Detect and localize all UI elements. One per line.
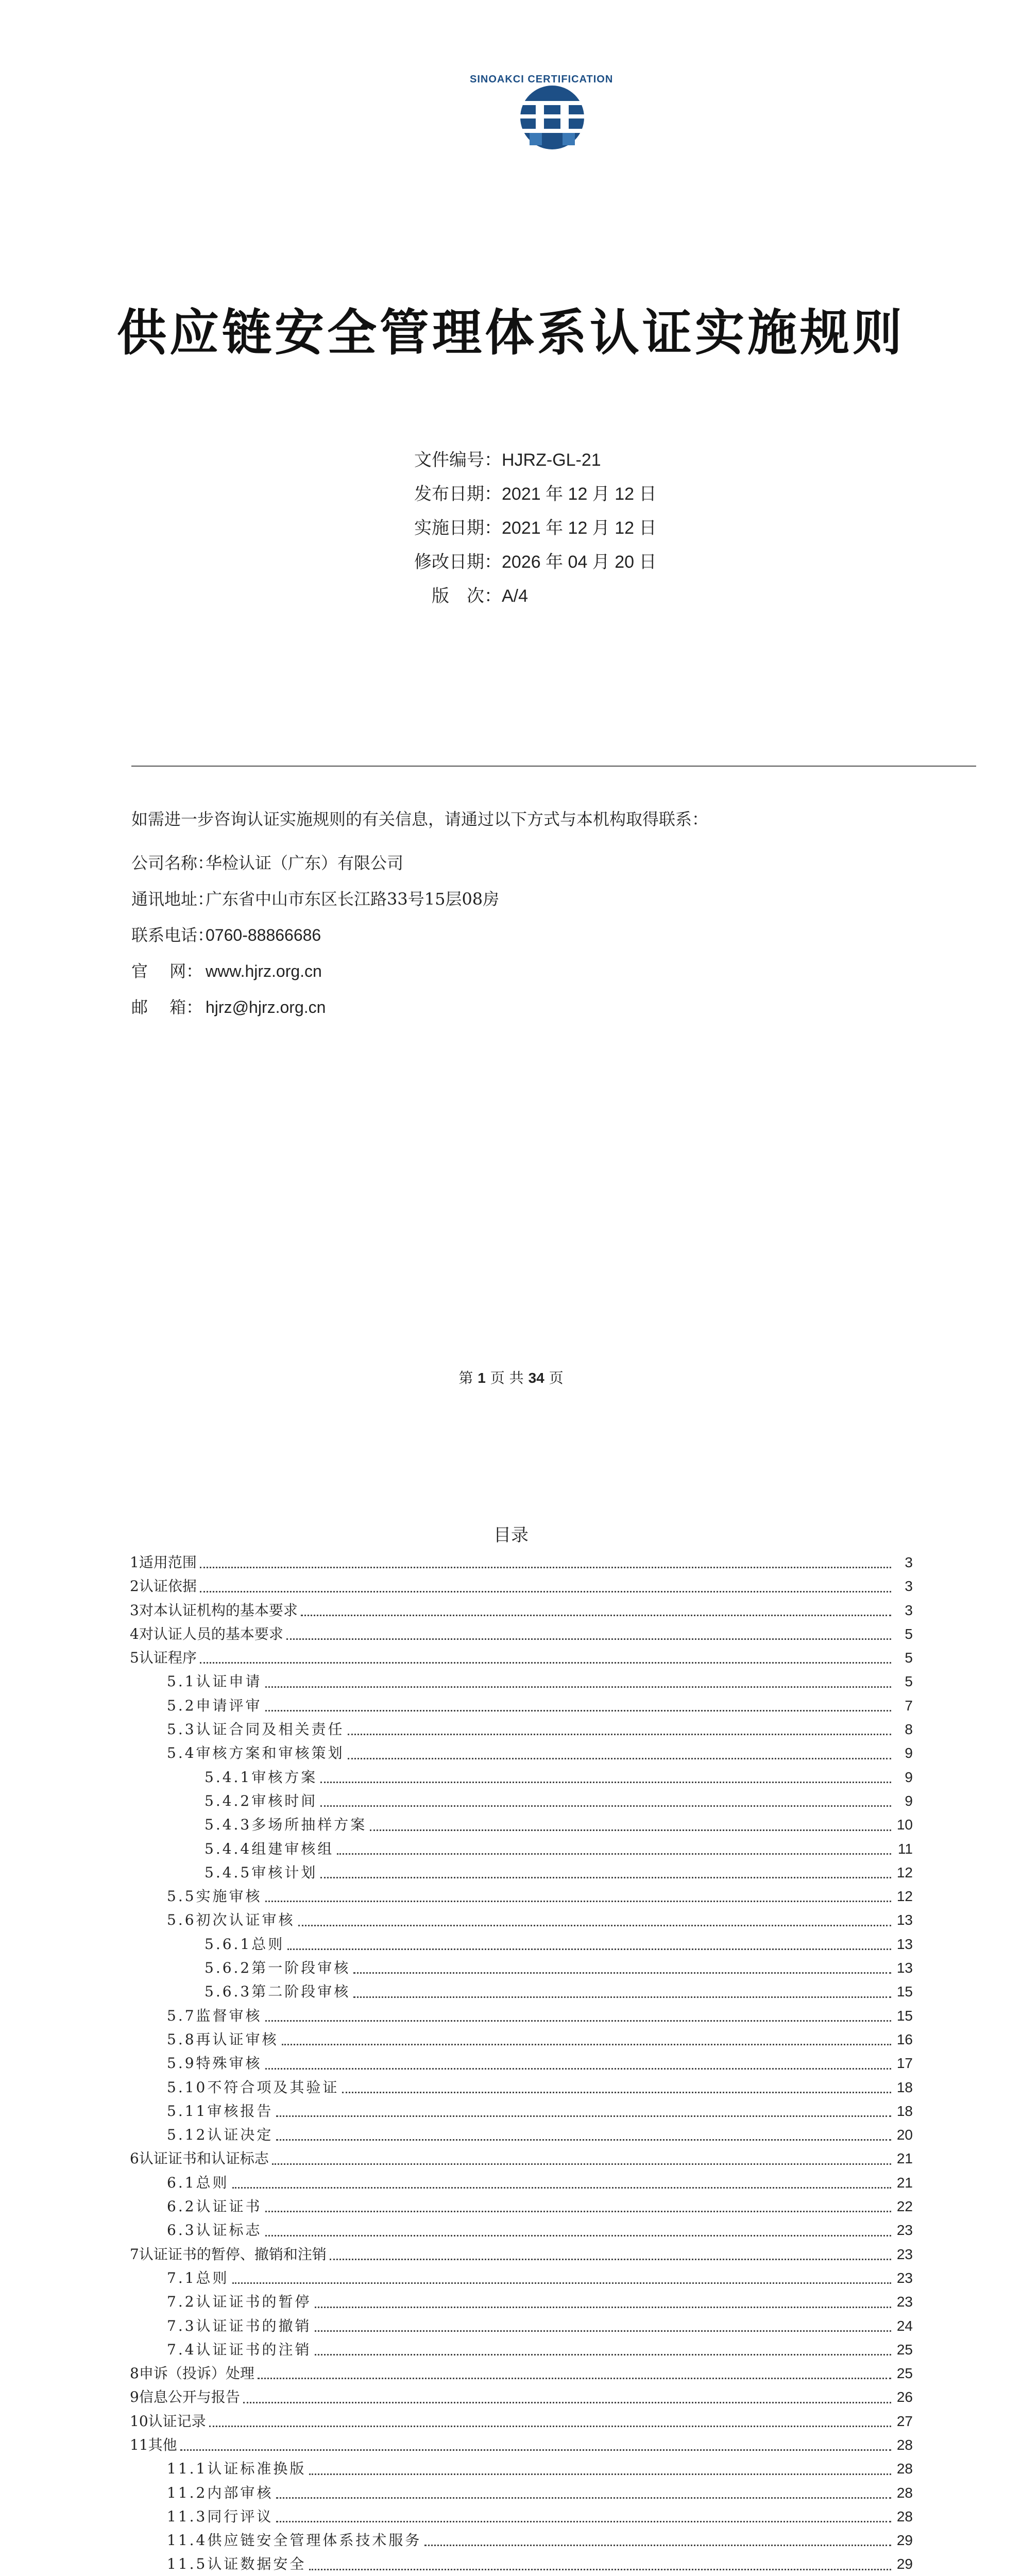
toc-entry-page: 10 (896, 1817, 913, 1833)
toc-entry-page: 23 (896, 2246, 913, 2262)
toc-entry[interactable] (130, 2385, 913, 2409)
toc-entry[interactable] (130, 1908, 913, 1932)
toc-entry[interactable] (130, 1766, 913, 1789)
toc-entry[interactable] (130, 2362, 913, 2385)
toc-leader-dots (229, 2266, 893, 2290)
toc-entry-text: 5.4.2审核时间 (205, 1792, 318, 1809)
contact-phone (131, 917, 499, 953)
meta-row-version (402, 579, 814, 613)
toc-entry-page: 3 (905, 1554, 913, 1570)
toc-entry[interactable] (130, 2410, 913, 2433)
toc-entry-text: 7.3认证证书的撤销 (167, 2317, 312, 2334)
toc-leader-dots (283, 1622, 893, 1646)
toc-entry-page: 5 (905, 1625, 913, 1642)
contact-address (131, 881, 499, 917)
meta-label: 版 次： (432, 586, 502, 606)
contact-value: 广东省中山市东区长江路33号15层08房 (206, 889, 500, 909)
toc-title: 目录 (493, 1525, 529, 1546)
toc-entry-page: 28 (896, 2484, 913, 2501)
toc-entry-text: 5.4.1审核方案 (205, 1768, 318, 1786)
toc-leader-dots (262, 2218, 893, 2242)
toc-entry-text: 7.1总则 (167, 2269, 229, 2286)
toc-entry-text: 11.4供应链安全管理体系技术服务 (167, 2532, 422, 2549)
page-number-current: 1 (478, 1370, 486, 1386)
toc-entry[interactable] (130, 1694, 913, 1718)
toc-entry-page: 26 (896, 2389, 913, 2405)
toc-entry[interactable] (130, 1574, 913, 1598)
toc-entry-text: 9信息公开与报告 (130, 2388, 240, 2406)
toc-leader-dots (262, 1694, 893, 1718)
toc-entry-text: 11其他 (130, 2436, 177, 2453)
toc-leader-dots (197, 1646, 893, 1670)
toc-leader-dots (269, 2147, 893, 2171)
meta-value: 2021 年 12 月 12 日 (502, 484, 657, 504)
toc-leader-dots (279, 2028, 893, 2052)
toc-leader-dots (284, 1933, 893, 1956)
meta-row-publish-date (402, 477, 814, 511)
toc-entry-text: 5.6初次认证审核 (167, 1911, 295, 1929)
toc-leader-dots (367, 1813, 893, 1837)
toc-leader-dots (262, 1885, 893, 1908)
toc-entry-text: 5.4审核方案和审核策划 (167, 1744, 345, 1762)
toc-leader-dots (312, 2314, 893, 2338)
toc-entry[interactable] (130, 2028, 913, 2052)
toc-entry[interactable] (130, 1646, 913, 1670)
toc-page (0, 1446, 1022, 2576)
toc-entry[interactable] (130, 2052, 913, 2075)
contact-email-link[interactable]: hjrz@hjrz.org.cn (206, 998, 326, 1016)
toc-entry[interactable] (130, 2314, 913, 2338)
page-number-middle: 页 共 (485, 1369, 529, 1386)
toc-leader-dots (262, 1670, 893, 1693)
toc-entry-page: 9 (905, 1792, 913, 1809)
toc-entry-page: 28 (896, 2508, 913, 2524)
toc-leader-dots (317, 1766, 893, 1789)
toc-leader-dots (345, 1741, 893, 1765)
meta-label: 文件编号： (414, 450, 502, 470)
contact-value: 华检认证（广东）有限公司 (206, 853, 404, 873)
toc-entry[interactable] (130, 2147, 913, 2171)
toc-entry[interactable] (130, 2457, 913, 2481)
toc-leader-dots (273, 2099, 893, 2123)
toc-entry-page: 15 (896, 1984, 913, 2000)
toc-leader-dots (197, 1574, 893, 1598)
toc-entry-text: 5.4.5审核计划 (205, 1863, 318, 1881)
toc-leader-dots (229, 2171, 893, 2195)
meta-label: 实施日期： (414, 518, 502, 538)
toc-leader-dots (298, 1599, 893, 1622)
toc-leader-dots (262, 2052, 893, 2075)
toc-entry-text: 11.3同行评议 (167, 2507, 274, 2525)
toc-entry-page: 13 (896, 1936, 913, 1952)
toc-entry[interactable] (130, 1956, 913, 1980)
toc-entry-page: 29 (896, 2532, 913, 2549)
toc-leader-dots (206, 2410, 893, 2433)
toc-entry[interactable] (130, 2290, 913, 2314)
divider (131, 766, 976, 767)
toc-entry-text: 7.2认证证书的暂停 (167, 2293, 312, 2311)
toc-entry[interactable] (130, 2195, 913, 2218)
toc-leader-dots (345, 1718, 893, 1741)
toc-entry-page: 20 (896, 2127, 913, 2143)
contact-label: 邮 箱： (131, 997, 203, 1017)
toc-entry-page: 11 (897, 1840, 913, 1857)
toc-entry[interactable] (130, 2529, 913, 2552)
toc-entry-page: 18 (896, 2103, 913, 2119)
toc-leader-dots (273, 2505, 893, 2529)
toc-entry-page: 7 (905, 1697, 913, 1714)
toc-leader-dots (254, 2362, 893, 2385)
toc-entry-text: 8申诉（投诉）处理 (130, 2365, 254, 2382)
toc-entry-text: 5.12认证决定 (167, 2126, 274, 2144)
contact-intro: 如需进一步咨询认证实施规则的有关信息，请通过以下方式与本机构取得联系： (131, 809, 709, 829)
toc-entry-text: 11.1认证标准换版 (167, 2460, 306, 2478)
contact-label: 公司名称： (131, 853, 214, 873)
contact-email (131, 989, 499, 1025)
toc-entry-text: 5.7监督审核 (167, 2007, 262, 2024)
contact-company (131, 845, 499, 881)
meta-row-doc-number (402, 443, 814, 477)
toc-entry-page: 28 (896, 2461, 913, 2477)
toc-entry-text: 5.9特殊审核 (167, 2055, 262, 2072)
toc-entry-text: 10认证记录 (130, 2412, 206, 2430)
toc-entry-page: 16 (896, 2031, 913, 2047)
toc-entry[interactable] (130, 2433, 913, 2457)
toc-entry[interactable] (130, 1980, 913, 2004)
toc-leader-dots (350, 1956, 893, 1980)
toc-leader-dots (262, 2195, 893, 2218)
toc-entry[interactable] (130, 2004, 913, 2028)
toc-entry[interactable] (130, 1622, 913, 1646)
toc-entry[interactable] (130, 1718, 913, 1741)
meta-value: A/4 (502, 586, 529, 606)
contact-info (131, 845, 499, 1025)
toc-entry-page: 17 (896, 2055, 913, 2072)
toc-leader-dots (306, 2552, 893, 2576)
toc-leader-dots (339, 2076, 893, 2099)
toc-entry-page: 3 (905, 1578, 913, 1595)
toc-entry-page: 27 (896, 2413, 913, 2429)
toc-entry-text: 6.1总则 (167, 2174, 229, 2191)
toc-entry-page: 8 (905, 1721, 913, 1738)
toc-entry[interactable] (130, 1837, 913, 1861)
toc-leader-dots (334, 1837, 893, 1861)
toc-entry[interactable] (130, 1813, 913, 1837)
toc-entry-page: 23 (896, 2294, 913, 2310)
toc-entry-page: 18 (896, 2079, 913, 2095)
contact-label: 通讯地址： (131, 889, 214, 909)
contact-label: 官 网： (131, 961, 203, 981)
toc-entry-text: 5.10不符合项及其验证 (167, 2078, 339, 2096)
table-of-contents (130, 1551, 913, 2576)
toc-entry-text: 5.4.4组建审核组 (205, 1840, 334, 1857)
toc-entry-text: 6认证证书和认证标志 (130, 2150, 269, 2167)
toc-entry[interactable] (130, 1861, 913, 1885)
toc-entry-text: 6.2认证证书 (167, 2198, 262, 2215)
toc-entry[interactable] (130, 1933, 913, 1956)
meta-row-revision-date (402, 545, 814, 579)
toc-entry-text: 5.6.1总则 (205, 1935, 285, 1953)
toc-entry-text: 5.3认证合同及相关责任 (167, 1721, 345, 1738)
toc-entry-page: 3 (905, 1602, 913, 1618)
toc-entry-text: 4对认证人员的基本要求 (130, 1625, 283, 1642)
toc-entry[interactable] (130, 1670, 913, 1693)
meta-label: 修改日期： (414, 552, 502, 572)
toc-entry-text: 7认证证书的暂停、撤销和注销 (130, 2245, 327, 2263)
toc-leader-dots (273, 2123, 893, 2147)
toc-entry-text: 5.11审核报告 (167, 2102, 274, 2120)
toc-entry-text: 5认证程序 (130, 1649, 197, 1667)
toc-entry-text: 1适用范围 (130, 1554, 197, 1571)
toc-entry[interactable] (130, 2266, 913, 2290)
meta-label: 发布日期： (414, 484, 502, 504)
toc-entry-page: 25 (896, 2365, 913, 2382)
toc-leader-dots (317, 1861, 893, 1885)
toc-entry-text: 7.4认证证书的注销 (167, 2341, 312, 2358)
toc-entry-page: 5 (905, 1650, 913, 1666)
toc-entry-text: 11.5认证数据安全 (167, 2555, 306, 2573)
toc-entry-text: 5.6.3第二阶段审核 (205, 1983, 351, 2001)
toc-leader-dots (177, 2433, 893, 2457)
toc-entry-page: 13 (896, 1960, 913, 1976)
toc-entry[interactable] (130, 2505, 913, 2529)
toc-entry-text: 5.8再认证审核 (167, 2030, 279, 2048)
toc-entry[interactable] (130, 1741, 913, 1765)
page-number (0, 1367, 1022, 1387)
toc-entry-text: 5.5实施审核 (167, 1888, 262, 1905)
toc-entry-text: 3对本认证机构的基本要求 (130, 1601, 298, 1619)
toc-leader-dots (312, 2338, 893, 2362)
toc-entry-page: 13 (896, 1912, 913, 1928)
toc-entry[interactable] (130, 2481, 913, 2505)
toc-entry-text: 5.2申请评审 (167, 1697, 262, 1714)
toc-entry-text: 11.2内部审核 (167, 2484, 274, 2501)
toc-leader-dots (317, 1789, 893, 1813)
toc-leader-dots (240, 2385, 893, 2409)
toc-entry-text: 2认证依据 (130, 1578, 197, 1595)
meta-value: 2021 年 12 月 12 日 (502, 518, 657, 538)
contact-website-link[interactable]: www.hjrz.org.cn (206, 962, 322, 980)
toc-entry[interactable] (130, 2552, 913, 2576)
toc-leader-dots (312, 2290, 893, 2314)
toc-entry-page: 21 (896, 2174, 913, 2191)
toc-entry-page: 12 (896, 1864, 913, 1880)
contact-website (131, 953, 499, 989)
toc-entry[interactable] (130, 1885, 913, 1908)
toc-entry-text: 5.6.2第一阶段审核 (205, 1959, 351, 1977)
toc-entry-page: 22 (896, 2198, 913, 2215)
page-number-prefix: 第 (458, 1369, 478, 1386)
toc-leader-dots (197, 1551, 893, 1574)
toc-entry-page: 15 (896, 2007, 913, 2024)
toc-entry-page: 21 (896, 2150, 913, 2167)
toc-leader-dots (421, 2529, 893, 2552)
page-number-total: 34 (528, 1370, 544, 1386)
toc-entry[interactable] (130, 2338, 913, 2362)
toc-leader-dots (262, 2004, 893, 2028)
toc-entry-page: 9 (905, 1769, 913, 1785)
toc-entry-text: 5.4.3多场所抽样方案 (205, 1816, 367, 1834)
certification-logo (470, 74, 635, 180)
toc-entry[interactable] (130, 1551, 913, 1574)
toc-entry-page: 24 (896, 2317, 913, 2334)
toc-entry[interactable] (130, 1599, 913, 1622)
logo-text: SINOAKCI CERTIFICATION (470, 74, 614, 85)
toc-entry-page: 28 (896, 2436, 913, 2453)
toc-entry-page: 25 (896, 2341, 913, 2358)
toc-entry[interactable] (130, 2171, 913, 2195)
toc-entry[interactable] (130, 2218, 913, 2242)
contact-label: 联系电话： (131, 925, 214, 945)
meta-value: 2026 年 04 月 20 日 (502, 552, 657, 572)
toc-entry-page: 12 (896, 1888, 913, 1905)
contact-value: 0760-88866686 (206, 926, 321, 944)
toc-entry-page: 23 (896, 2269, 913, 2286)
toc-leader-dots (273, 2481, 893, 2505)
toc-leader-dots (350, 1980, 893, 2004)
toc-entry[interactable] (130, 2123, 913, 2147)
toc-entry[interactable] (130, 1789, 913, 1813)
toc-leader-dots (327, 2243, 893, 2266)
page-number-suffix: 页 (544, 1369, 564, 1386)
toc-entry-page: 29 (896, 2556, 913, 2572)
meta-row-effective-date (402, 511, 814, 545)
toc-entry-text: 6.3认证标志 (167, 2222, 262, 2239)
meta-value: HJRZ-GL-21 (502, 450, 601, 470)
toc-entry-page: 23 (896, 2222, 913, 2239)
toc-leader-dots (295, 1908, 893, 1932)
toc-entry[interactable] (130, 2076, 913, 2099)
document-title: 供应链安全管理体系认证实施规则 (117, 303, 905, 362)
toc-entry-page: 9 (905, 1745, 913, 1761)
toc-entry-page: 5 (905, 1673, 913, 1690)
document-meta (402, 443, 814, 613)
toc-entry-text: 5.1认证申请 (167, 1673, 262, 1690)
toc-leader-dots (306, 2457, 893, 2481)
toc-entry[interactable] (130, 2243, 913, 2266)
toc-entry[interactable] (130, 2099, 913, 2123)
